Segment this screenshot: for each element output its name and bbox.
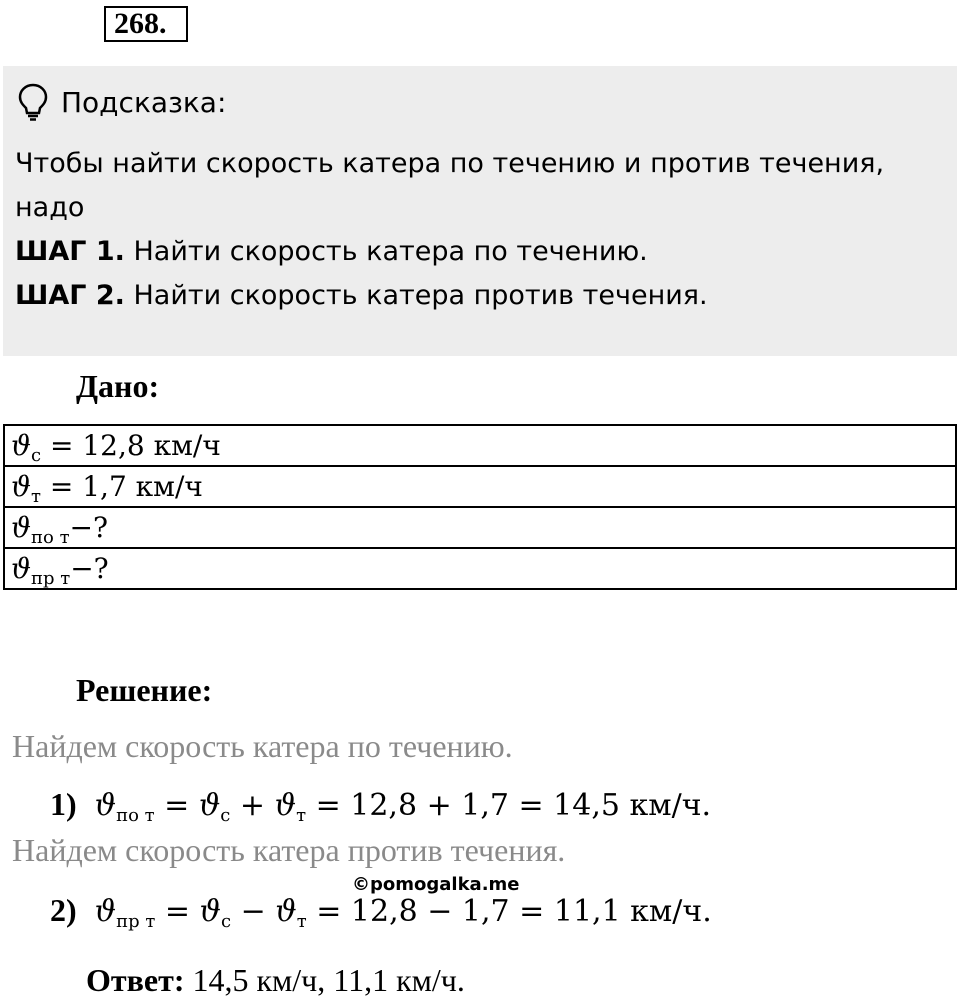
velocity-subscript: по т — [116, 805, 155, 826]
velocity-subscript: т — [31, 486, 41, 507]
velocity-subscript: т — [296, 805, 307, 826]
velocity-subscript: пр т — [31, 568, 71, 589]
operator: − — [231, 894, 276, 929]
hint-step-1-text: Найти скорость катера по течению. — [124, 236, 648, 267]
operator: + — [230, 788, 275, 823]
watermark: ©pomogalka.me — [352, 874, 520, 895]
equals-sign: = — [155, 894, 200, 929]
step-1-label: 1) — [50, 786, 77, 822]
lightbulb-icon — [17, 83, 49, 121]
step-2-label: 2) — [50, 892, 77, 928]
velocity-symbol: ϑ — [11, 511, 32, 544]
hint-title: Подсказка: — [61, 85, 227, 119]
given-cell — [4, 466, 956, 507]
solution-text-2: Найдем скорость катера против течения. — [12, 832, 566, 868]
given-cell — [4, 425, 956, 466]
velocity-symbol: ϑ — [11, 552, 32, 585]
hint-box — [3, 66, 957, 356]
velocity-subscript: по т — [31, 527, 70, 548]
hint-line-1: Чтобы найти скорость катера по течению и против течения, — [15, 148, 885, 179]
velocity-symbol: ϑ — [199, 894, 221, 929]
velocity-subscript: с — [31, 445, 42, 466]
velocity-subscript: с — [220, 911, 232, 932]
velocity-symbol: ϑ — [11, 429, 32, 462]
given-value: = 1,7 км/ч — [40, 470, 203, 503]
given-value: −? — [69, 511, 109, 544]
given-value: = 12,8 км/ч — [41, 429, 221, 462]
solution-step-2 — [50, 892, 712, 932]
given-row — [4, 507, 956, 548]
problem-number: 268. — [104, 6, 188, 42]
velocity-symbol: ϑ — [94, 788, 117, 823]
hint-step-2-label: ШАГ 2. — [15, 280, 125, 311]
hint-text — [15, 142, 945, 318]
velocity-symbol: ϑ — [275, 894, 297, 929]
velocity-symbol: ϑ — [198, 788, 221, 823]
hint-step-2 — [15, 274, 945, 318]
answer-text: 14,5 км/ч, 11,1 км/ч. — [184, 962, 465, 998]
answer — [86, 962, 465, 999]
velocity-symbol: ϑ — [94, 894, 117, 929]
given-row — [4, 425, 956, 466]
answer-label: Ответ: — [86, 962, 185, 998]
given-cell — [4, 548, 956, 589]
hint-line-2: надо — [15, 192, 85, 223]
step-2-result: = 12,8 − 1,7 = 11,1 км/ч. — [306, 894, 712, 929]
velocity-symbol: ϑ — [274, 788, 297, 823]
given-value: −? — [70, 552, 109, 585]
given-cell — [4, 507, 956, 548]
equals-sign: = — [154, 788, 199, 823]
solution-title: Решение: — [76, 672, 213, 708]
given-title: Дано: — [76, 368, 160, 404]
given-row — [4, 548, 956, 589]
velocity-subscript: т — [296, 911, 307, 932]
hint-step-1-label: ШАГ 1. — [15, 236, 125, 267]
step-1-result: = 12,8 + 1,7 = 14,5 км/ч. — [306, 788, 712, 823]
solution-text-1: Найдем скорость катера по течению. — [12, 728, 513, 764]
velocity-symbol: ϑ — [11, 470, 32, 503]
given-row — [4, 466, 956, 507]
velocity-subscript: с — [220, 805, 231, 826]
solution-step-1 — [50, 786, 712, 826]
hint-header — [17, 82, 226, 122]
given-table — [3, 424, 957, 590]
velocity-subscript: пр т — [116, 911, 156, 932]
hint-step-1 — [15, 230, 945, 274]
hint-step-2-text: Найти скорость катера против течения. — [124, 280, 708, 311]
